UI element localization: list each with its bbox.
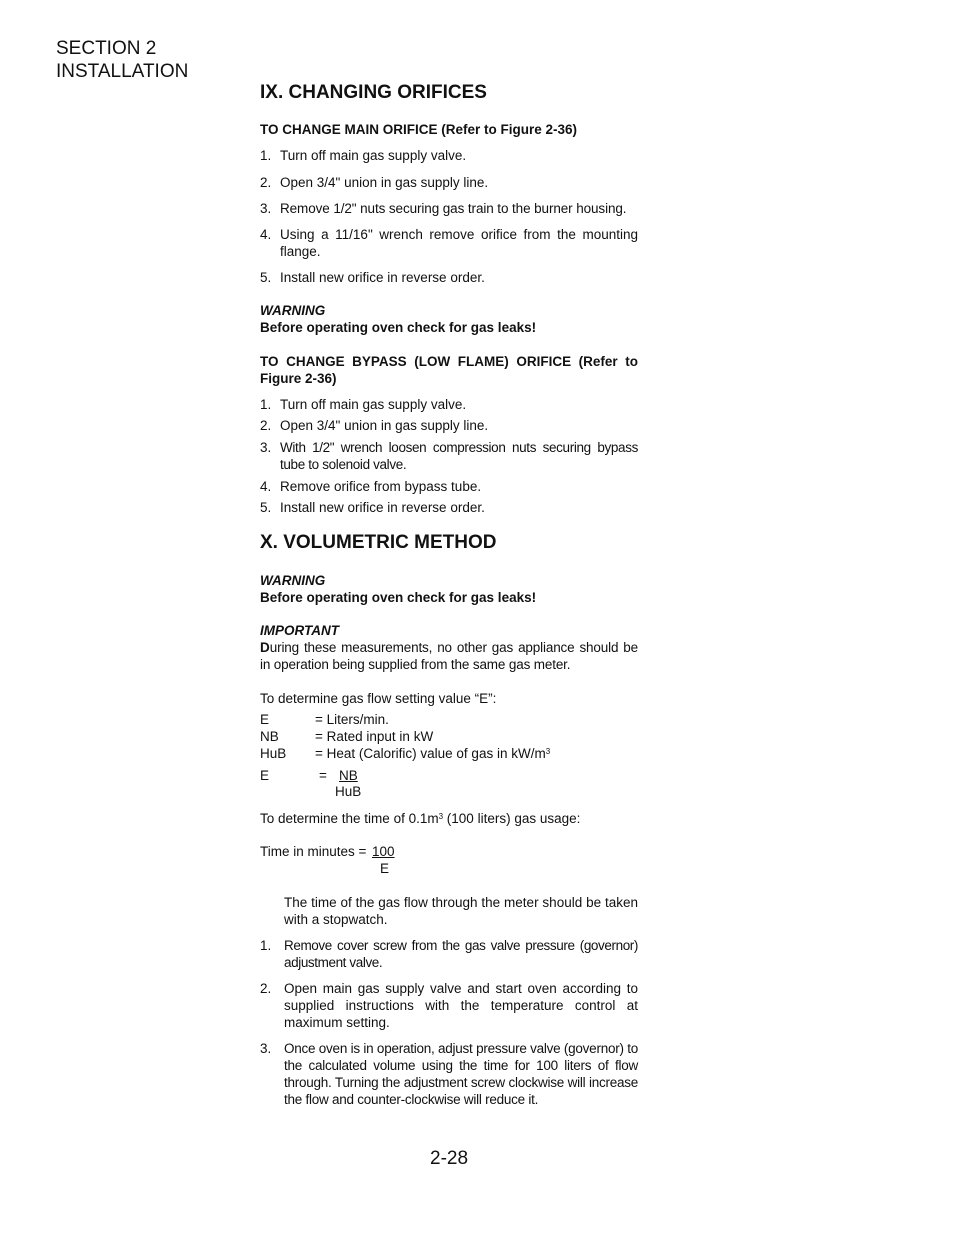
important-label: IMPORTANT <box>260 623 339 638</box>
list-item: 3. Once oven is in operation, adjust pressure valve (governor) to the calculated volume using the time for 100 liters of flow through. Turning the adjustment screw clockwise will increase the flow and counter-clockwise will reduce it. <box>260 1041 638 1107</box>
page-number: 2-28 <box>430 1148 469 1169</box>
list-item: 2. Open main gas supply valve and start oven according to supplied instructions with the temperature control at maximum setting. <box>260 981 638 1030</box>
list-item: 2. Open 3/4" union in gas supply line. <box>260 175 489 190</box>
list-item: 4. Remove orifice from bypass tube. <box>260 479 482 494</box>
list-item: 2. Open 3/4" union in gas supply line. <box>260 418 489 433</box>
formula-denominator: E <box>380 861 390 876</box>
heading-volumetric-method: X. VOLUMETRIC METHOD <box>260 532 497 553</box>
list-item: 3. Remove 1/2" nuts securing gas train to the burner housing. <box>260 201 627 216</box>
warning-text: Before operating oven check for gas leaks! <box>260 320 537 335</box>
list-item: 5. Install new orifice in reverse order. <box>260 500 485 515</box>
section-title: INSTALLATION <box>56 61 189 82</box>
important-block <box>260 622 638 673</box>
warning-block <box>260 302 536 336</box>
subheading-bypass-orifice: TO CHANGE BYPASS (LOW FLAME) ORIFICE (Refer to Figure 2-36) <box>260 354 638 386</box>
determine-e-text: To determine gas flow setting value “E”: <box>260 691 497 706</box>
important-drop-letter: D <box>260 640 270 655</box>
list-item: 3. With 1/2" wrench loosen compression nuts securing bypass tube to solenoid valve. <box>260 440 638 472</box>
important-text: uring these measurements, no other gas appliance should be in operation being supplied from the same gas meter. <box>260 640 638 672</box>
list-item: 1. Remove cover screw from the gas valve pressure (governor) adjustment valve. <box>260 938 638 970</box>
stopwatch-text: The time of the gas flow through the meter should be taken with a stopwatch. <box>284 895 638 927</box>
formula-numerator: 100 <box>372 844 395 859</box>
heading-changing-orifices: IX. CHANGING ORIFICES <box>260 82 487 103</box>
time-intro-text: To determine the time of $0.1m^3$ (100 liters) gas usage: <box>260 811 581 826</box>
list-item: 5. Install new orifice in reverse order. <box>260 270 485 285</box>
warning-text: Before operating oven check for gas leaks! <box>260 590 537 605</box>
formula-denominator: HuB <box>335 784 362 799</box>
section-header <box>56 37 188 83</box>
section-number: SECTION 2 <box>56 38 157 59</box>
list-item: 4. Using a 11/16" wrench remove orifice from the mounting flange. <box>260 227 638 259</box>
list-item: 1. Turn off main gas supply valve. <box>260 148 467 163</box>
warning-block <box>260 572 536 606</box>
formula-numerator: NB <box>339 768 358 783</box>
list-item: 1. Turn off main gas supply valve. <box>260 397 467 412</box>
warning-label: WARNING <box>260 303 326 318</box>
warning-label: WARNING <box>260 573 326 588</box>
subheading-main-orifice: TO CHANGE MAIN ORIFICE (Refer to Figure 2-36) <box>260 122 578 137</box>
